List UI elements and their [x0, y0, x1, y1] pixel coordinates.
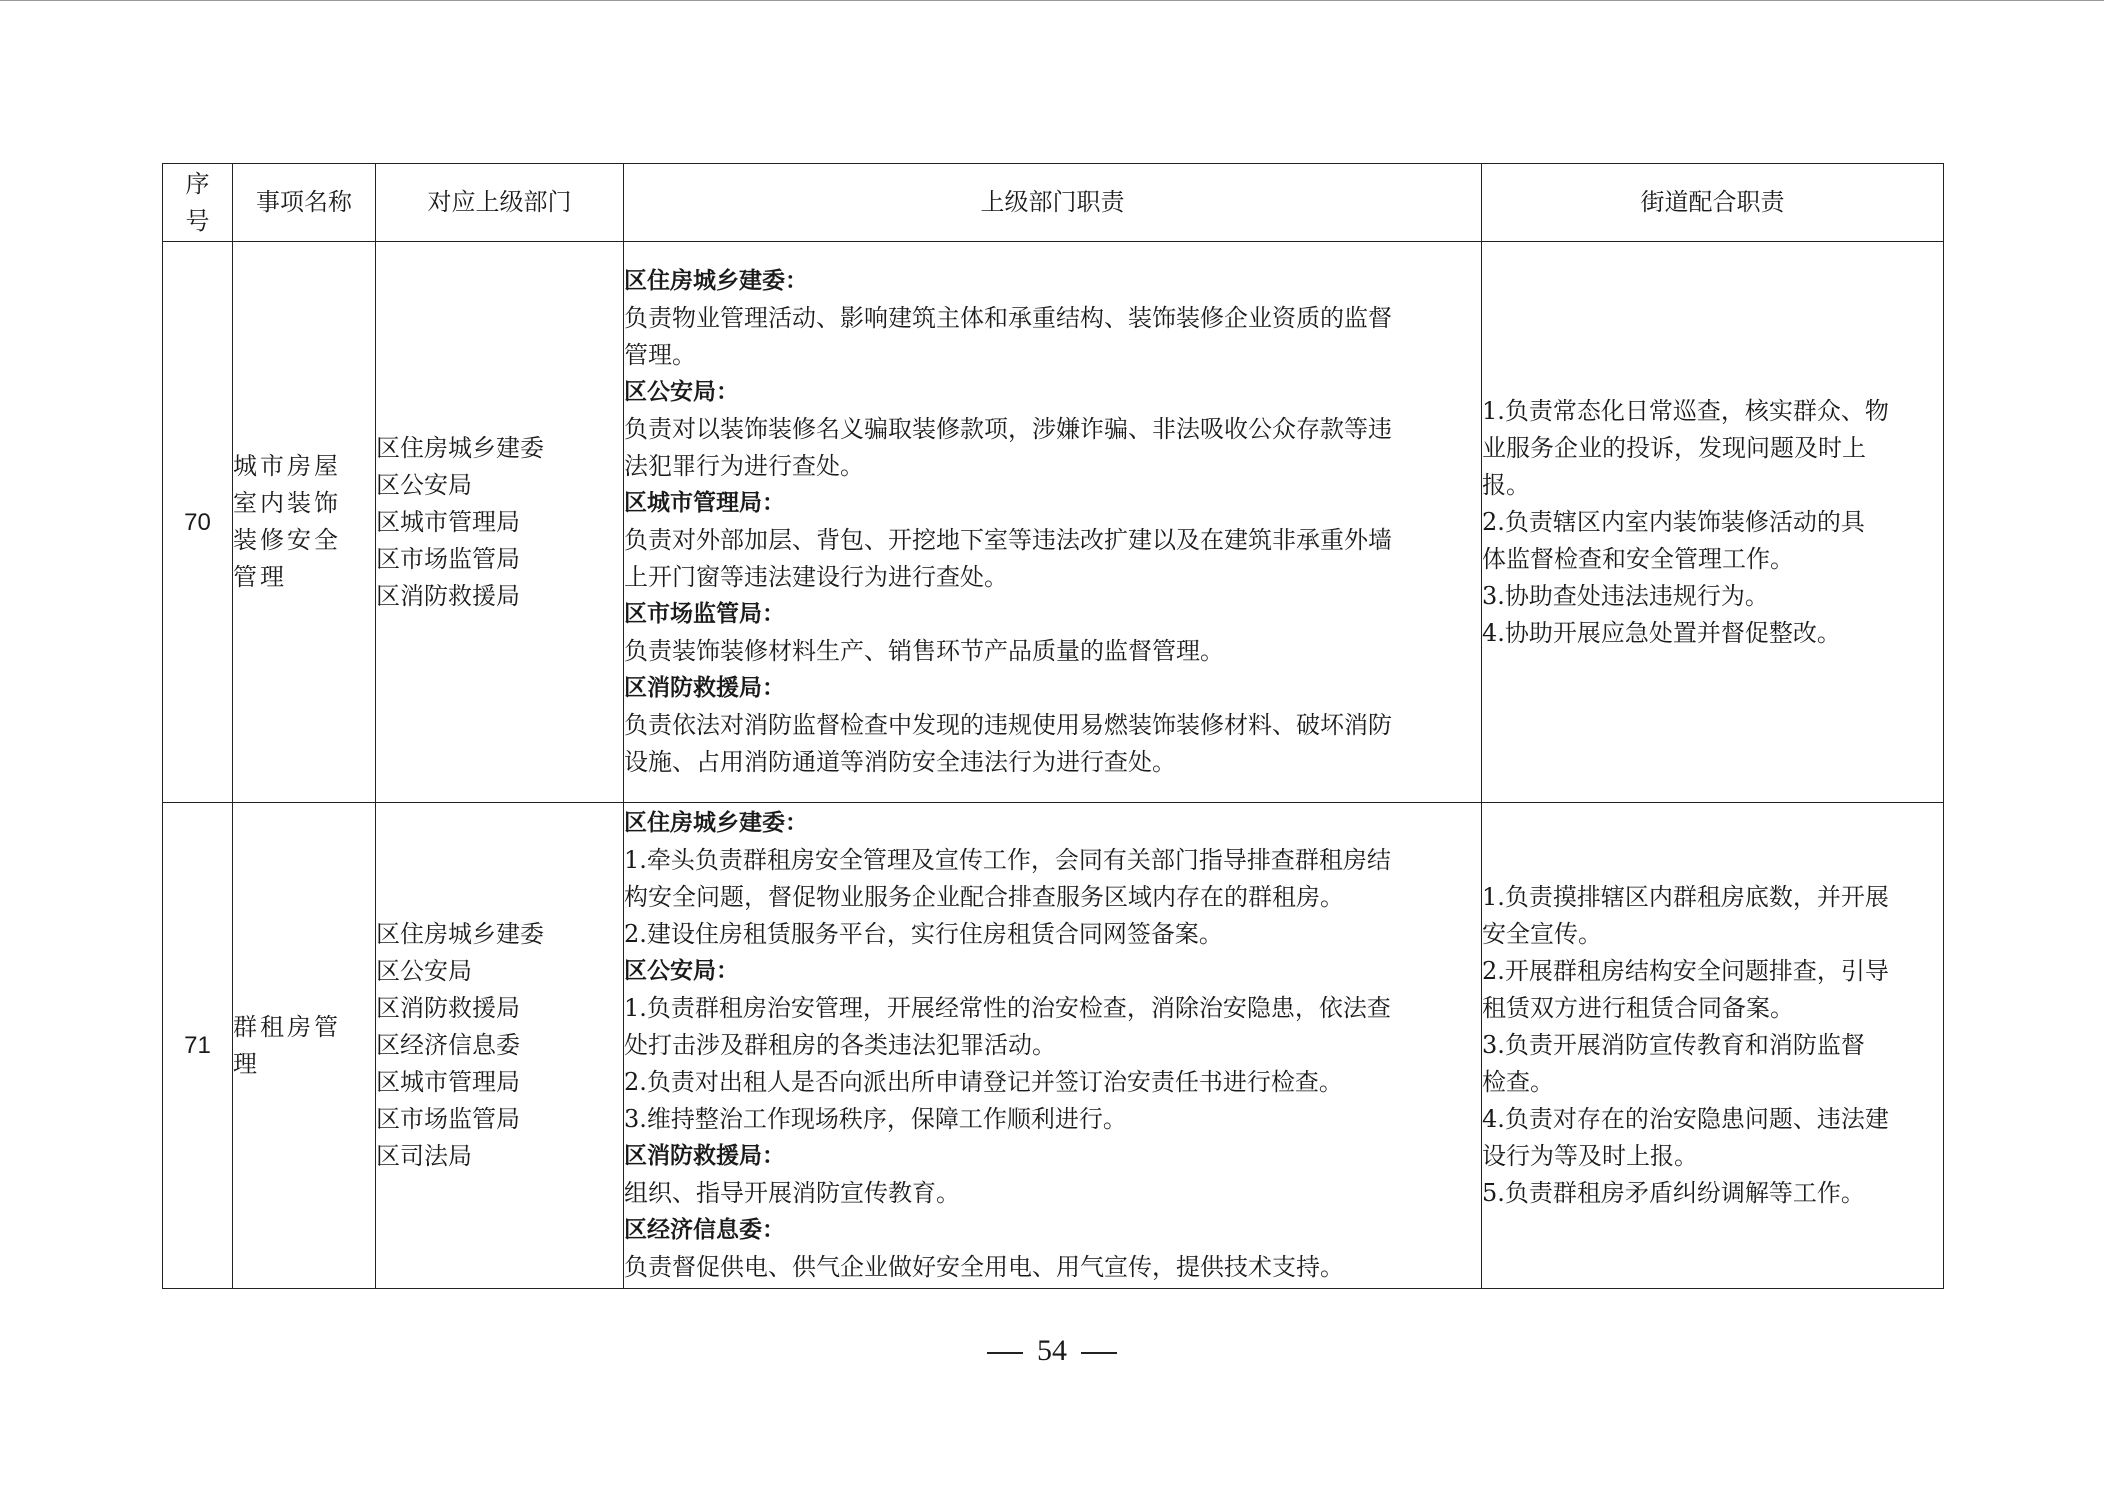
page-number-dash-right [1081, 1352, 1117, 1354]
item-name-line: 理 [233, 1049, 260, 1078]
duty-text: 负责督促供电、供气企业做好安全用电、用气宣传，提供技术支持。 [624, 1253, 1344, 1281]
item-name-line: 室内装饰 [233, 489, 341, 517]
street-duty-text: 租赁双方进行租赁合同备案。 [1482, 994, 1794, 1022]
duty-text: 设施、占用消防通道等消防安全违法行为进行查处。 [624, 748, 1176, 776]
table-row [163, 242, 1944, 803]
dept-item: 区市场监管局 [376, 1105, 520, 1133]
duty-dept-heading: 区经济信息委： [624, 1217, 785, 1243]
duty-text: 2.负责对出租人是否向派出所申请登记并签订治安责任书进行检查。 [624, 1068, 1343, 1096]
dept-item: 区城市管理局 [376, 507, 520, 536]
dept-item: 区公安局 [376, 470, 472, 499]
street-duty-text: 1.负责摸排辖区内群租房底数，并开展 [1482, 883, 1889, 911]
duty-text: 处打击涉及群租房的各类违法犯罪活动。 [624, 1031, 1056, 1059]
page-top-border [0, 0, 2104, 1]
item-name-line: 管理 [233, 563, 287, 591]
row-number: 71 [163, 803, 233, 1289]
dept-item: 区经济信息委 [376, 1031, 520, 1059]
page-number-text: 54 [1037, 1334, 1067, 1367]
duty-dept-heading: 区城市管理局： [624, 490, 785, 516]
duty-dept-heading: 区住房城乡建委： [624, 810, 808, 836]
row-number: 70 [163, 242, 233, 803]
street-duty-text: 设行为等及时上报。 [1482, 1142, 1698, 1170]
duty-dept-heading: 区消防救援局： [624, 1143, 785, 1169]
duty-text: 负责对外部加层、背包、开挖地下室等违法改扩建以及在建筑非承重外墙 [624, 526, 1392, 554]
street-duty-text: 3.协助查处违法违规行为。 [1482, 581, 1769, 610]
header-street-duties: 街道配合职责 [1482, 164, 1944, 242]
street-duties-cell [1482, 803, 1944, 1289]
duty-text: 管理。 [624, 341, 696, 369]
item-name-line: 城市房屋 [233, 452, 341, 480]
duty-text: 3.维持整治工作现场秩序，保障工作顺利进行。 [624, 1105, 1127, 1133]
street-duty-text: 1.负责常态化日常巡查，核实群众、物 [1482, 396, 1889, 425]
duty-dept-heading: 区公安局： [624, 379, 739, 405]
dept-item: 区消防救援局 [376, 581, 520, 610]
duty-text: 负责对以装饰装修名义骗取装修款项，涉嫌诈骗、非法吸收公众存款等违 [624, 415, 1392, 443]
street-duty-text: 检查。 [1482, 1068, 1554, 1096]
duty-dept-heading: 区市场监管局： [624, 601, 785, 627]
duty-text: 1.负责群租房治安管理，开展经常性的治安检查，消除治安隐患，依法查 [624, 994, 1391, 1022]
item-name-cell [233, 803, 376, 1289]
page-number [0, 1334, 2104, 1368]
dept-item: 区住房城乡建委 [376, 920, 544, 948]
superior-depts-cell [376, 803, 624, 1289]
street-duty-text: 2.开展群租房结构安全问题排查，引导 [1482, 957, 1889, 985]
duty-dept-heading: 区公安局： [624, 958, 739, 984]
street-duty-text: 2.负责辖区内室内装饰装修活动的具 [1482, 507, 1865, 536]
item-name-cell [233, 242, 376, 803]
street-duty-text: 报。 [1482, 470, 1530, 499]
header-superior-duties: 上级部门职责 [624, 164, 1482, 242]
duty-dept-heading: 区住房城乡建委： [624, 268, 808, 294]
street-duty-text: 3.负责开展消防宣传教育和消防监督 [1482, 1031, 1865, 1059]
duty-text: 构安全问题，督促物业服务企业配合排查服务区域内存在的群租房。 [624, 883, 1344, 911]
duty-text: 2.建设住房租赁服务平台，实行住房租赁合同网签备案。 [624, 920, 1223, 948]
header-superior-dept: 对应上级部门 [376, 164, 624, 242]
duty-text: 法犯罪行为进行查处。 [624, 452, 864, 480]
street-duty-text: 4.负责对存在的治安隐患问题、违法建 [1482, 1105, 1889, 1133]
superior-depts-cell [376, 242, 624, 803]
superior-duties-cell [624, 242, 1482, 803]
dept-item: 区市场监管局 [376, 544, 520, 573]
duty-dept-heading: 区消防救援局： [624, 675, 785, 701]
duty-text: 组织、指导开展消防宣传教育。 [624, 1179, 960, 1207]
street-duty-text: 业服务企业的投诉，发现问题及时上 [1482, 433, 1866, 462]
street-duties-cell [1482, 242, 1944, 803]
superior-duties-cell [624, 803, 1482, 1289]
duty-text: 负责依法对消防监督检查中发现的违规使用易燃装饰装修材料、破坏消防 [624, 711, 1392, 739]
duty-text: 负责装饰装修材料生产、销售环节产品质量的监督管理。 [624, 637, 1224, 665]
dept-item: 区消防救援局 [376, 994, 520, 1022]
dept-item: 区公安局 [376, 957, 472, 985]
duty-text: 上开门窗等违法建设行为进行查处。 [624, 563, 1008, 591]
street-duty-text: 4.协助开展应急处置并督促整改。 [1482, 618, 1841, 647]
table-header-row [163, 164, 1944, 242]
duty-text: 负责物业管理活动、影响建筑主体和承重结构、装饰装修企业资质的监督 [624, 304, 1392, 332]
dept-item: 区住房城乡建委 [376, 433, 544, 462]
page-number-dash-left [987, 1352, 1023, 1354]
street-duty-text: 安全宣传。 [1482, 920, 1602, 948]
header-item-name: 事项名称 [233, 164, 376, 242]
dept-item: 区城市管理局 [376, 1068, 520, 1096]
duty-table [162, 163, 1944, 1289]
item-name-line: 群租房管 [233, 1012, 341, 1041]
duty-text: 1.牵头负责群租房安全管理及宣传工作，会同有关部门指导排查群租房结 [624, 846, 1391, 874]
item-name-line: 装修安全 [233, 526, 341, 554]
street-duty-text: 5.负责群租房矛盾纠纷调解等工作。 [1482, 1179, 1865, 1207]
dept-item: 区司法局 [376, 1142, 472, 1170]
header-seq-text: 序号 [185, 169, 210, 235]
header-seq [163, 164, 233, 242]
street-duty-text: 体监督检查和安全管理工作。 [1482, 544, 1794, 573]
table-row [163, 803, 1944, 1289]
